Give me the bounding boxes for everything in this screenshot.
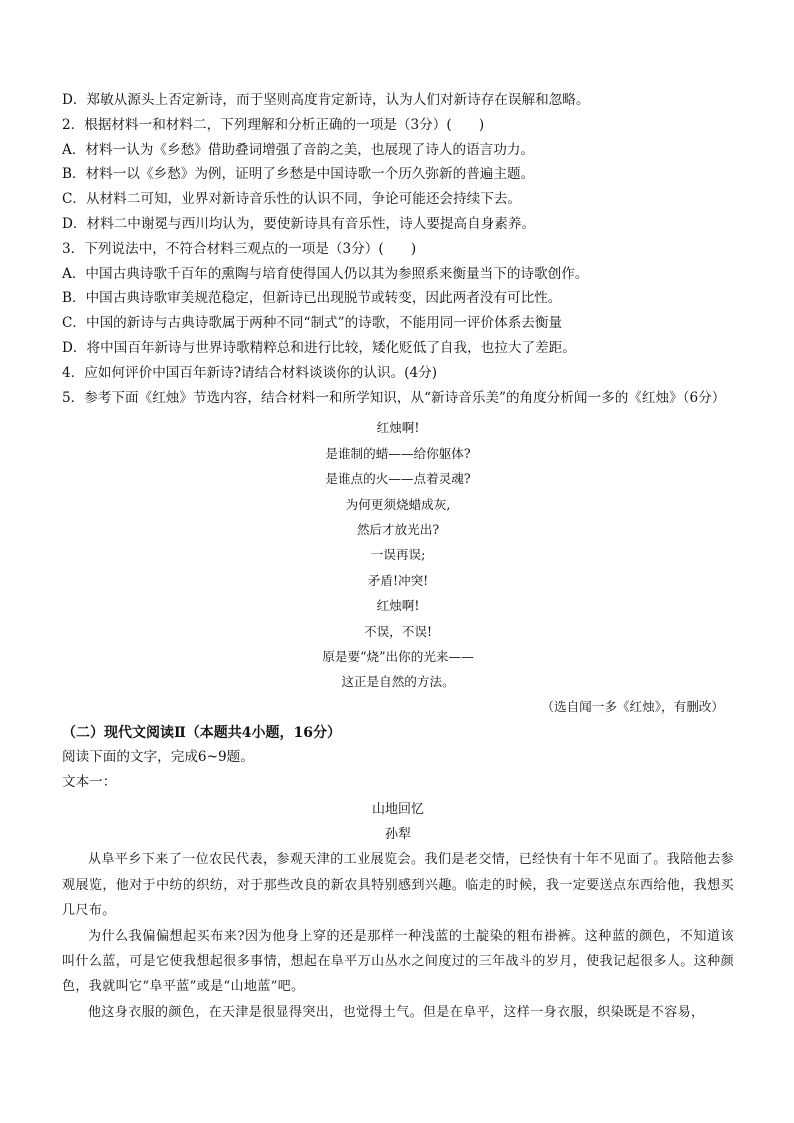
- poem-line: 原是要“烧”出你的光来——: [322, 649, 474, 665]
- section-instruction: 阅读下面的文字，完成6~9题。: [62, 748, 254, 765]
- document-page: [62, 88, 734, 1025]
- poem-credit: （选自闻一多《红烛》，有删改）: [541, 698, 724, 714]
- q4-stem: 4．应如何评价中国百年新诗?请结合材料谈谈你的认识。(4分): [62, 364, 438, 381]
- poem-line: 不误，不误!: [363, 623, 433, 639]
- q2-option-a: A．材料一认为《乡愁》借助叠词增强了音韵之美，也展现了诗人的语言功力。: [62, 141, 535, 158]
- q3-stem: 3．下列说法中，不符合材料三观点的一项是（3分）( ): [62, 240, 417, 257]
- poem-line: 矛盾!冲突!: [367, 572, 429, 588]
- q3-option-d: D．将中国百年新诗与世界诗歌精粹总和进行比较，矮化贬低了自我，也拉大了差距。: [62, 339, 576, 356]
- article-title: 山地回忆: [371, 802, 424, 818]
- poem-line: 红烛啊!: [376, 420, 420, 436]
- q1-option-d: D．郑敏从源头上否定新诗，而于坚则高度肯定新诗，认为人们对新诗存在误解和忽略。: [62, 92, 590, 108]
- poem-line: 红烛啊!: [376, 598, 420, 614]
- poem-line: 是谁制的蜡——给你躯体?: [325, 445, 471, 461]
- q3-option-c: C．中国的新诗与古典诗歌属于两种不同“制式”的诗歌，不能用同一评价体系去衡量: [62, 315, 563, 332]
- q2-option-b: B．材料一以《乡愁》为例，证明了乡愁是中国诗歌一个历久弥新的普遍主题。: [62, 166, 535, 183]
- poem-line: 这正是自然的方法。: [341, 674, 455, 690]
- article-paragraph: 为什么我偏偏想起买布来?因为他身上穿的还是那样一种浅蓝的土靛染的粗布褂裤。这种蓝的颜色，不知道该叫什么蓝，可是它使我想起很多事情，想起在阜平万山丛水之间度过的三年战斗的岁月，使我记起很多人。这种颜色，我就叫它“阜平蓝”或是“山地蓝”吧。: [62, 928, 734, 995]
- q3-option-a: A．中国古典诗歌千百年的熏陶与培育使得国人仍以其为参照系来衡量当下的诗歌创作。: [62, 265, 589, 282]
- poem-line: 是谁点的火——点着灵魂?: [325, 471, 471, 487]
- q2-option-c: C．从材料二可知，业界对新诗音乐性的认识不同，争论可能还会持续下去。: [62, 191, 521, 208]
- poem-line: 为何更须烧蜡成灰,: [345, 496, 451, 512]
- q3-option-b: B．中国古典诗歌审美规范稳定，但新诗已出现脱节或转变，因此两者没有可比性。: [62, 290, 562, 307]
- poem-line: 然后才放光出?: [356, 521, 440, 537]
- q2-stem: 2．根据材料一和材料二，下列理解和分析正确的一项是（3分）( ): [62, 116, 485, 133]
- poem-excerpt: [62, 415, 734, 694]
- text-label: 文本一：: [62, 773, 117, 790]
- article-paragraph: 他这身衣服的颜色，在天津是很显得突出，也觉得土气。但是在阜平，这样一身衣服，织染既是不容易，: [88, 1004, 705, 1020]
- q5-stem: 5．参考下面《红烛》节选内容，结合材料一和所学知识，从“新诗音乐美”的角度分析闻一多的《红烛》（6分）: [62, 389, 726, 406]
- poem-line: 一误再误;: [370, 547, 426, 563]
- q2-option-d: D．材料二中谢冕与西川均认为，要使新诗具有音乐性，诗人要提高自身素养。: [62, 215, 536, 232]
- section-title: （二）现代文阅读Ⅱ（本题共4小题，16分）: [62, 724, 342, 741]
- article-paragraph: 从阜平乡下来了一位农民代表，参观天津的工业展览会。我们是老交情，已经快有十年不见面了。我陪他去参观展览，他对于中纺的织纺，对于那些改良的新农具特别感到兴趣。临走的时候，我一定要送点东西给他，我想买几尺布。: [62, 852, 734, 919]
- article-author: 孙犁: [384, 826, 411, 842]
